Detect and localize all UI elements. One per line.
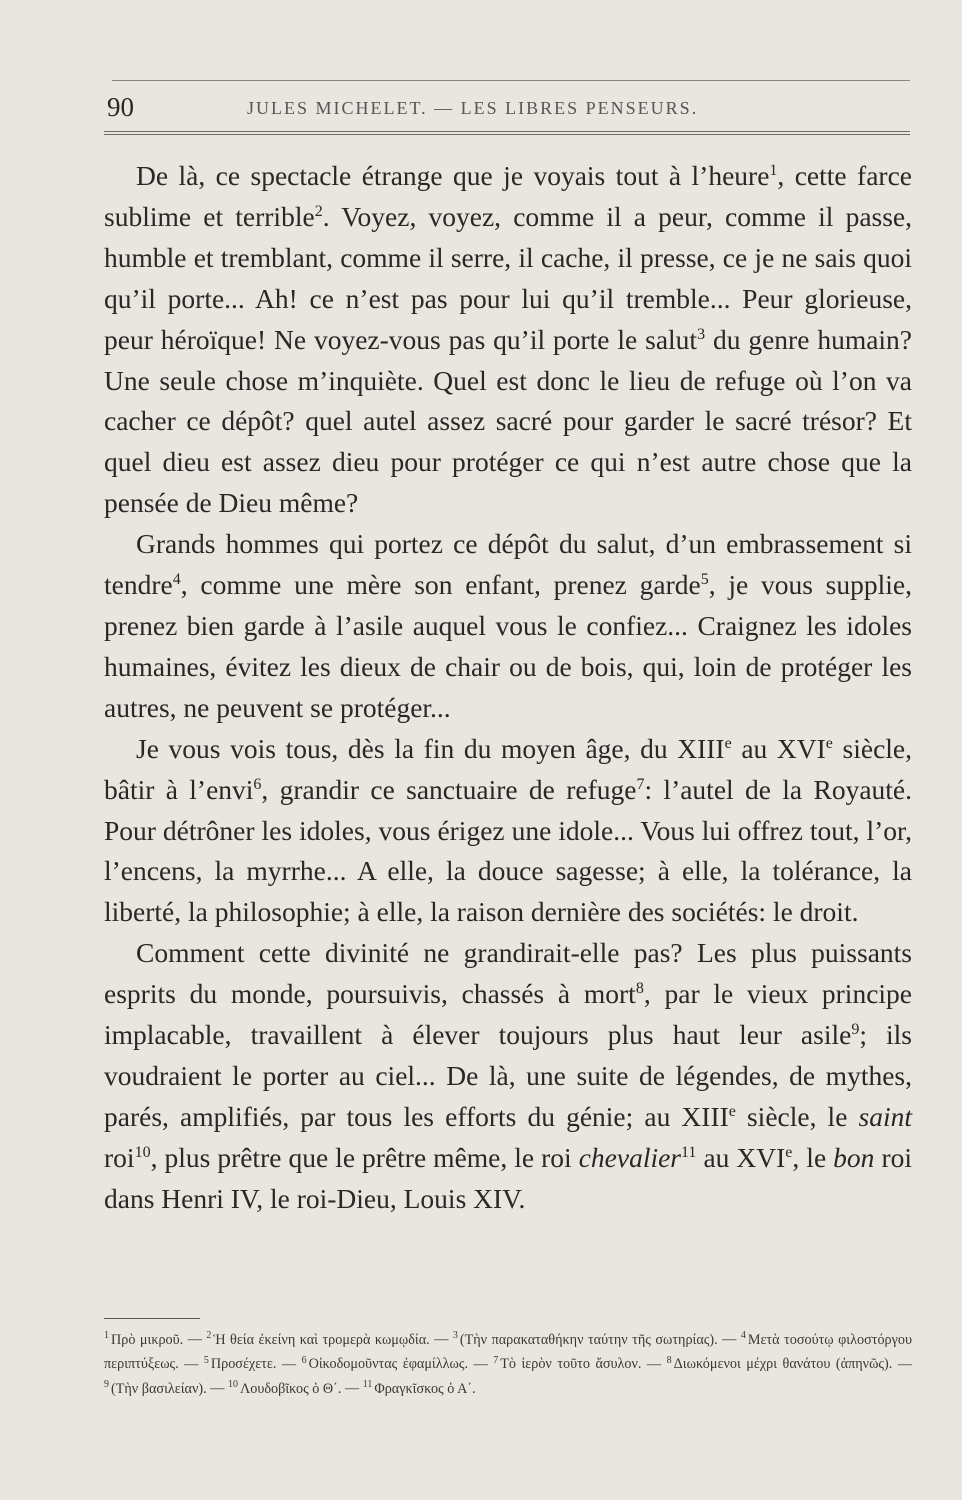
text-run: siècle, le	[735, 1100, 859, 1132]
header-rule	[104, 131, 910, 132]
text-run: : l’autel de la Royauté. Pour détrôner les idoles, vous érigez une idole... Vous lui offrez tout, l’or, l’encens, la myrrhe... A elle, la douce sagesse; à elle, la tolérance, la liberté, la philosophie; à elle, la raison dernière des sociétés: le droit.	[104, 773, 912, 928]
top-rule	[112, 80, 910, 81]
footnote-number: 8	[666, 1354, 672, 1366]
footnote	[302, 1356, 468, 1372]
text-run: Grands hommes qui portez ce dépôt du salut, d’un embrassement si tendre	[104, 528, 912, 601]
footnote-text: Λουδοβῖκος ὁ Θ΄.	[239, 1380, 342, 1397]
header-rule-double	[104, 134, 910, 135]
footnote-number: 7	[493, 1354, 499, 1366]
footnote-text: Οἰκοδομοῦντας ἐφαμίλλως.	[308, 1356, 469, 1373]
footnote	[363, 1381, 476, 1397]
text-run: ; ils voudraient le porter au ciel... De là, une suite de légendes, de mythes, parés, amplifiés, par tous les efforts du génie; au XIII	[104, 1019, 912, 1132]
note-reference: 7	[636, 775, 645, 793]
text-run: Comment cette divinité ne grandirait-elle pas? Les plus puissants esprits du monde, poursuivis, chassés à mort	[104, 937, 912, 1010]
note-reference: 1	[769, 161, 778, 179]
footnotes: $^1$ Πρὸ μικροῦ. — $^2$ Ἡ θεία ἐκείνη καὶ τρομερὰ κωμῳδία. — $^3$ (Τὴν παρακαταθήκην ταύτην τῆς σωτηρίας). — $^4$ Μετὰ τοσούτῳ φιλοστόργου περιπτύξεως. — $^5$ Προσέχετε. — $^6$ Οἰκοδομοῦντας ἐφαμίλλως. — $^7$ Τὸ ἱερὸν τοῦτο ἄσυλον. — $^8$ Διωκόμενοι μέχρι θανάτου (ἀπηνῶς). — $^9$ (Τὴν βασιλείαν). — $^{10}$ Λουδοβῖκος ὁ Θ΄. — $^{11}$ Φραγκῖσκος ὁ Α΄.	[104, 1330, 913, 1397]
footnote-text: Προσέχετε.	[210, 1356, 277, 1373]
running-head	[107, 92, 910, 128]
text-run: , par le vieux principe implacable, travaillent à élever toujours plus haut leur asile	[104, 978, 913, 1051]
text-run: roi dans Henri IV, le roi-Dieu, Louis XIV.	[104, 1141, 912, 1214]
note-reference: 6	[253, 775, 262, 793]
text-run: au XVI	[731, 732, 826, 764]
footnote-number: 3	[452, 1330, 458, 1341]
text-run: , cette farce sublime et terrible	[104, 160, 912, 232]
footnote-number: 2	[206, 1330, 212, 1341]
text-run: , grandir ce sanctuaire de refuge	[261, 773, 637, 805]
footnote	[206, 1332, 429, 1348]
note-reference: 8	[635, 979, 644, 997]
emphasis: chevalier	[578, 1141, 682, 1173]
text-run: , plus prêtre que le prêtre même, le roi	[150, 1141, 579, 1173]
text-run: De là, ce spectacle étrange que je voyais tout à l’heure	[136, 160, 770, 191]
footnote	[493, 1356, 641, 1372]
footnote-text: Μετὰ τοσούτῳ φιλοστόργου περιπτύξεως.	[104, 1331, 913, 1373]
text-run: du genre humain? Une seule chose m’inquiète. Quel est donc le lieu de refuge où l’on va cacher ce dépôt? quel autel assez sacré pour garder le sacré trésor? Et quel dieu est assez dieu pour protéger ce qui n’est autre chose que la pensée de Dieu même?	[104, 323, 913, 519]
text-run: . Voyez, voyez, comme il a peur, comme il passe, humble et tremblant, comme il serre, il cache, il presse, ce je ne sais quoi qu’il porte... Ah! ce n’est pas pour lui qu’il tremble... Peur glorieuse, peur héroïque! Ne voyez-vous pas qu’il porte le salut	[104, 200, 913, 355]
note-reference: 4	[172, 570, 181, 588]
page-number: 90	[107, 92, 134, 122]
footnote-number: 9	[104, 1379, 109, 1391]
note-reference: 9	[851, 1020, 860, 1038]
running-title: JULES MICHELET. — LES LIBRES PENSEURS.	[247, 98, 699, 118]
paragraph	[104, 729, 912, 934]
note-reference: 10	[134, 1143, 151, 1161]
note-reference: e	[785, 1143, 793, 1161]
footnote	[104, 1381, 207, 1397]
note-reference: 11	[681, 1143, 697, 1161]
footnote-text: (Τὴν παρακαταθήκην ταύτην τῆς σωτηρίας).	[459, 1331, 718, 1348]
note-reference: 5	[700, 570, 709, 588]
footnote-number: 5	[203, 1354, 209, 1366]
text-run: , comme une mère son enfant, prenez garde	[180, 569, 701, 601]
text-run: Je vous vois tous, dès la fin du moyen âge, du XIII	[136, 732, 725, 764]
paragraph	[104, 933, 912, 1219]
footnote	[453, 1332, 718, 1348]
footnote-number: 1	[104, 1330, 109, 1341]
footnote	[104, 1332, 183, 1348]
text-run: au XVI	[696, 1141, 786, 1173]
note-reference: e	[728, 1102, 736, 1120]
emphasis: bon	[833, 1141, 875, 1173]
footnote-number: 10	[227, 1379, 238, 1391]
paragraph	[104, 524, 912, 729]
footnote-text: Τὸ ἱερὸν τοῦτο ἄσυλον.	[500, 1356, 642, 1373]
footnote-text: Ἡ θεία ἐκείνη καὶ τρομερὰ κωμῳδία.	[213, 1331, 430, 1348]
text-run: , je vous supplie, prenez bien garde à l’asile auquel vous le confiez... Craignez les idoles humaines, évitez les dieux de chair ou de bois, qui, loin de protéger les autres, ne peuvent se protéger...	[104, 569, 912, 723]
footnote-number: 6	[301, 1354, 307, 1366]
footnote-text: Πρὸ μικροῦ.	[111, 1331, 184, 1348]
footnote	[228, 1381, 341, 1397]
footnote-number: 11	[362, 1379, 373, 1391]
text-run: roi	[104, 1141, 135, 1173]
note-reference: 2	[314, 202, 323, 220]
note-reference: 3	[697, 325, 706, 343]
footnote-text: (Τὴν βασιλείαν).	[111, 1380, 207, 1397]
footnote-rule	[104, 1318, 200, 1319]
note-reference: e	[724, 734, 732, 752]
note-reference: e	[825, 734, 833, 752]
footnote-number: 4	[740, 1330, 746, 1341]
text-run: , le	[792, 1141, 834, 1173]
footnote-text: Φραγκῖσκος ὁ Α΄.	[374, 1380, 476, 1397]
footnote-text: Διωκόμενοι μέχρι θανάτου (ἀπηνῶς).	[673, 1356, 893, 1373]
main-text	[104, 156, 912, 1220]
footnote	[667, 1356, 893, 1372]
emphasis: saint	[858, 1100, 912, 1132]
footnote	[204, 1356, 277, 1372]
paragraph	[104, 156, 912, 524]
text-run: siècle, bâtir à l’envi	[104, 732, 912, 805]
